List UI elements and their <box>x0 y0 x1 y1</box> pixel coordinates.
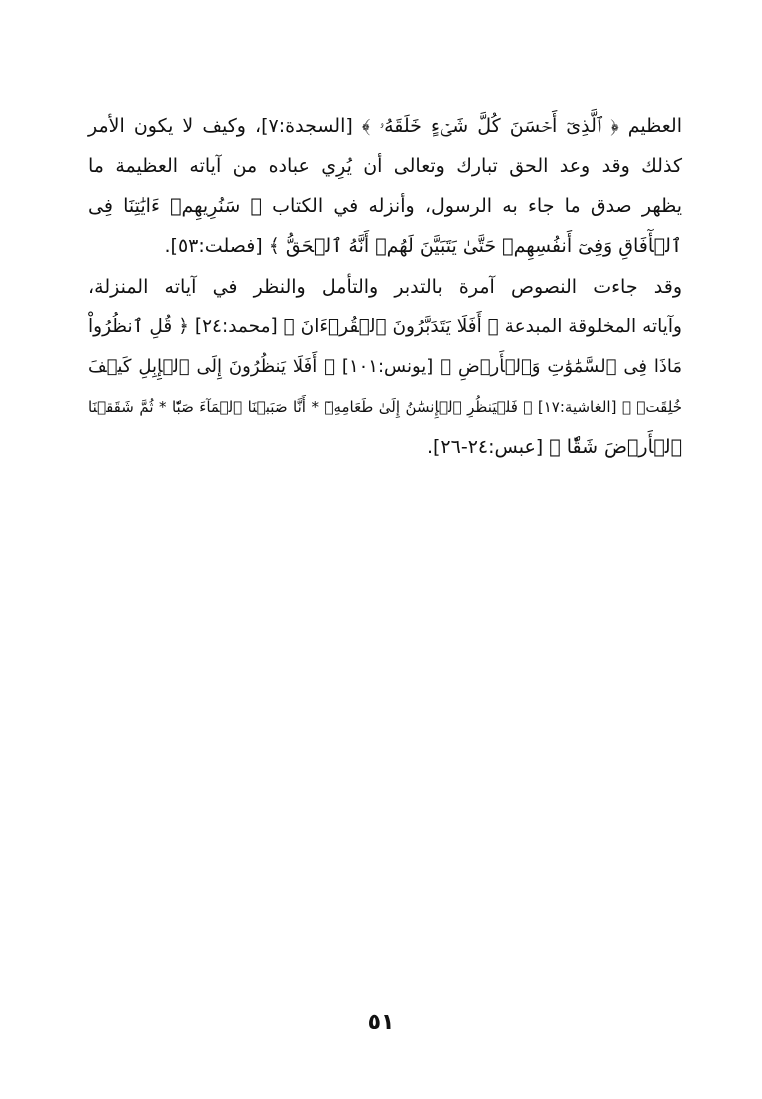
paragraph-2-line-3: مَاذَا فِى ٱلسَّمَٰوَٰتِ وَٱلۡأَرۡضِ ﴾ [يونس:١٠١] ﴿ أَفَلَا يَنظُرُونَ إِلَى ٱلۡإِبِلِ كَيۡفَ <box>88 356 683 377</box>
page-number: ٥١ <box>367 1010 395 1035</box>
paragraph-2-line-4: خُلِقَتۡ ﴾ [الغاشية:١٧] ﴿ فَلۡيَنظُرِ ٱلۡإِنسَٰنُ إِلَىٰ طَعَامِهِۦٓ * أَنَّا صَبَبۡنَا ٱلۡمَآءَ صَبّٗا * ثُمَّ شَقَقۡنَا <box>88 398 682 416</box>
paragraph-2 <box>88 267 682 467</box>
paragraph-2-line-2: وآياته المخلوقة المبدعة ﴿ أَفَلَا يَتَدَبَّرُونَ ٱلۡقُرۡءَانَ ﴾ [محمد:٢٤] ﴿ قُلِ ٱنظُرُواْ <box>88 316 682 337</box>
paragraph-1-line-1: العظيم ﴿ ٱلَّذِىٓ أَحۡسَنَ كُلَّ شَىۡءٍ خَلَقَهُۥ ﴾ [السجدة:٧]، وكيف لا يكون الأمر <box>88 115 682 137</box>
paragraph-1 <box>88 106 682 266</box>
paragraph-1-line-3: يظهر صدق ما جاء به الرسول، وأنزله في الكتاب ﴿ سَنُرِيهِمۡ ءَايَٰتِنَا فِى <box>88 195 682 217</box>
paragraph-1-line-4: ٱلۡأٓفَاقِ وَفِىٓ أَنفُسِهِمۡ حَتَّىٰ يَتَبَيَّنَ لَهُمۡ أَنَّهُ ٱلۡحَقُّ ﴾ [فصلت:٥٣]. <box>164 235 682 257</box>
paragraph-2-line-1: وقد جاءت النصوص آمرة بالتدبر والتأمل والنظر في آياته المنزلة، <box>88 276 682 298</box>
paragraph-1-line-2: كذلك وقد وعد الحق تبارك وتعالى أن يُرِي عباده من آياته العظيمة ما <box>88 155 682 177</box>
paragraph-2-line-5: ٱلۡأَرۡضَ شَقّٗا ﴾ [عبس:٢٤-٢٦]. <box>426 436 682 458</box>
